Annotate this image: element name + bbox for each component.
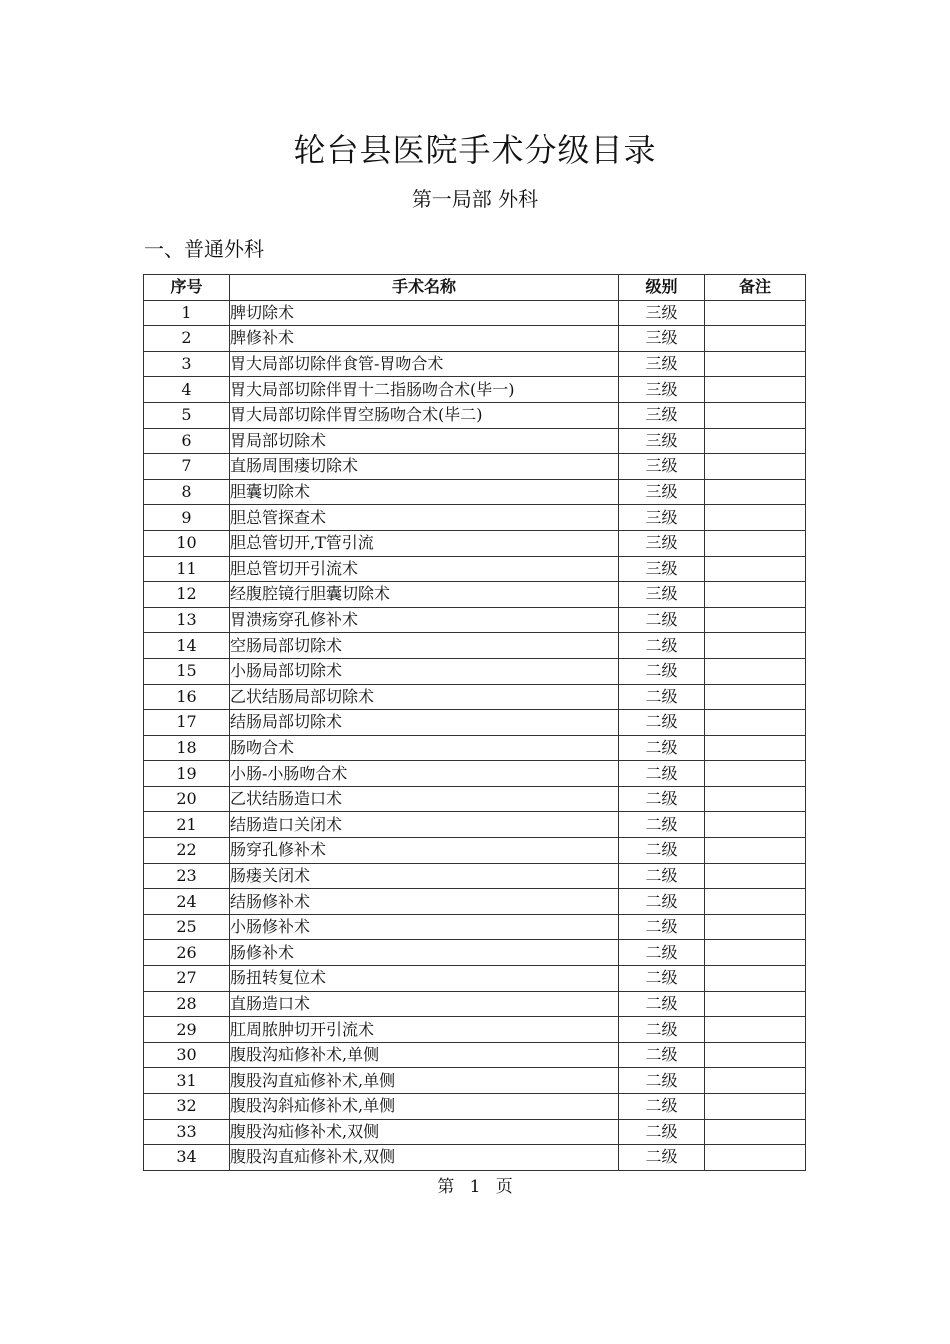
cell-note <box>705 351 806 377</box>
cell-surgery-name: 肠瘘关闭术 <box>230 863 619 889</box>
cell-no: 8 <box>144 479 230 505</box>
cell-no: 14 <box>144 633 230 659</box>
table-row <box>144 582 806 608</box>
cell-surgery-name: 腹股沟疝修补术,双侧 <box>230 1119 619 1145</box>
cell-grade: 三级 <box>619 402 705 428</box>
cell-grade: 三级 <box>619 377 705 403</box>
cell-no: 15 <box>144 658 230 684</box>
cell-grade: 二级 <box>619 1145 705 1171</box>
cell-note <box>705 377 806 403</box>
cell-grade: 三级 <box>619 428 705 454</box>
cell-grade: 二级 <box>619 786 705 812</box>
cell-note <box>705 735 806 761</box>
cell-no: 34 <box>144 1145 230 1171</box>
table-row <box>144 914 806 940</box>
cell-surgery-name: 肛周脓肿切开引流术 <box>230 1017 619 1043</box>
table-row <box>144 607 806 633</box>
cell-surgery-name: 肠扭转复位术 <box>230 966 619 992</box>
cell-no: 31 <box>144 1068 230 1094</box>
cell-no: 10 <box>144 530 230 556</box>
cell-surgery-name: 经腹腔镜行胆囊切除术 <box>230 582 619 608</box>
table-row <box>144 991 806 1017</box>
cell-surgery-name: 腹股沟直疝修补术,单侧 <box>230 1068 619 1094</box>
cell-note <box>705 863 806 889</box>
table-row <box>144 735 806 761</box>
table-row <box>144 940 806 966</box>
cell-note <box>705 1042 806 1068</box>
cell-note <box>705 1145 806 1171</box>
cell-grade: 二级 <box>619 710 705 736</box>
cell-no: 16 <box>144 684 230 710</box>
cell-surgery-name: 胃大局部切除伴胃空肠吻合术(毕二) <box>230 402 619 428</box>
cell-surgery-name: 腹股沟疝修补术,单侧 <box>230 1042 619 1068</box>
table-row <box>144 710 806 736</box>
cell-surgery-name: 小肠-小肠吻合术 <box>230 761 619 787</box>
cell-surgery-name: 小肠修补术 <box>230 914 619 940</box>
table-row <box>144 479 806 505</box>
cell-surgery-name: 肠修补术 <box>230 940 619 966</box>
cell-grade: 二级 <box>619 1068 705 1094</box>
cell-surgery-name: 直肠周围瘘切除术 <box>230 454 619 480</box>
cell-surgery-name: 肠穿孔修补术 <box>230 838 619 864</box>
cell-note <box>705 710 806 736</box>
cell-note <box>705 530 806 556</box>
table-row <box>144 684 806 710</box>
table-row <box>144 889 806 915</box>
table-row <box>144 1068 806 1094</box>
cell-surgery-name: 胆总管切开,T管引流 <box>230 530 619 556</box>
cell-no: 11 <box>144 556 230 582</box>
cell-surgery-name: 胆囊切除术 <box>230 479 619 505</box>
cell-surgery-name: 胃局部切除术 <box>230 428 619 454</box>
table-row <box>144 1145 806 1171</box>
cell-note <box>705 479 806 505</box>
cell-no: 20 <box>144 786 230 812</box>
cell-grade: 三级 <box>619 505 705 531</box>
table-row <box>144 428 806 454</box>
cell-note <box>705 991 806 1017</box>
cell-surgery-name: 结肠造口关闭术 <box>230 812 619 838</box>
cell-grade: 二级 <box>619 658 705 684</box>
table-row <box>144 300 806 326</box>
table-row <box>144 530 806 556</box>
cell-no: 33 <box>144 1119 230 1145</box>
cell-no: 23 <box>144 863 230 889</box>
cell-no: 28 <box>144 991 230 1017</box>
table-row <box>144 556 806 582</box>
cell-surgery-name: 结肠局部切除术 <box>230 710 619 736</box>
cell-surgery-name: 肠吻合术 <box>230 735 619 761</box>
cell-note <box>705 607 806 633</box>
cell-surgery-name: 结肠修补术 <box>230 889 619 915</box>
cell-no: 12 <box>144 582 230 608</box>
cell-no: 5 <box>144 402 230 428</box>
cell-note <box>705 326 806 352</box>
cell-grade: 二级 <box>619 940 705 966</box>
table-row <box>144 761 806 787</box>
cell-no: 9 <box>144 505 230 531</box>
cell-grade: 三级 <box>619 479 705 505</box>
surgery-grade-table <box>143 274 806 1171</box>
header-grade: 级别 <box>619 275 705 301</box>
header-name: 手术名称 <box>230 275 619 301</box>
cell-grade: 三级 <box>619 454 705 480</box>
cell-surgery-name: 腹股沟直疝修补术,双侧 <box>230 1145 619 1171</box>
table-row <box>144 966 806 992</box>
cell-grade: 二级 <box>619 914 705 940</box>
table-row <box>144 863 806 889</box>
cell-no: 24 <box>144 889 230 915</box>
cell-note <box>705 1017 806 1043</box>
cell-grade: 二级 <box>619 838 705 864</box>
header-no: 序号 <box>144 275 230 301</box>
cell-note <box>705 505 806 531</box>
cell-note <box>705 1068 806 1094</box>
cell-no: 27 <box>144 966 230 992</box>
cell-no: 1 <box>144 300 230 326</box>
table-row <box>144 1017 806 1043</box>
cell-note <box>705 812 806 838</box>
table-row <box>144 786 806 812</box>
cell-grade: 三级 <box>619 582 705 608</box>
table-row <box>144 377 806 403</box>
cell-surgery-name: 小肠局部切除术 <box>230 658 619 684</box>
table-row <box>144 402 806 428</box>
cell-surgery-name: 胃大局部切除伴胃十二指肠吻合术(毕一) <box>230 377 619 403</box>
cell-grade: 二级 <box>619 1119 705 1145</box>
cell-no: 2 <box>144 326 230 352</box>
cell-no: 17 <box>144 710 230 736</box>
cell-note <box>705 838 806 864</box>
cell-note <box>705 889 806 915</box>
table-row <box>144 658 806 684</box>
table-row <box>144 1042 806 1068</box>
cell-note <box>705 454 806 480</box>
table-row <box>144 505 806 531</box>
table-row <box>144 1119 806 1145</box>
cell-surgery-name: 胃溃疡穿孔修补术 <box>230 607 619 633</box>
cell-note <box>705 658 806 684</box>
cell-note <box>705 761 806 787</box>
cell-surgery-name: 脾切除术 <box>230 300 619 326</box>
cell-no: 19 <box>144 761 230 787</box>
cell-note <box>705 966 806 992</box>
table-row <box>144 351 806 377</box>
cell-no: 25 <box>144 914 230 940</box>
header-note: 备注 <box>705 275 806 301</box>
table-body <box>144 300 806 1170</box>
cell-surgery-name: 直肠造口术 <box>230 991 619 1017</box>
cell-note <box>705 786 806 812</box>
cell-no: 29 <box>144 1017 230 1043</box>
cell-note <box>705 633 806 659</box>
cell-note <box>705 940 806 966</box>
cell-grade: 二级 <box>619 684 705 710</box>
cell-no: 7 <box>144 454 230 480</box>
cell-grade: 二级 <box>619 889 705 915</box>
cell-grade: 二级 <box>619 607 705 633</box>
cell-surgery-name: 空肠局部切除术 <box>230 633 619 659</box>
table-row <box>144 1094 806 1120</box>
cell-grade: 二级 <box>619 863 705 889</box>
cell-grade: 二级 <box>619 966 705 992</box>
cell-no: 3 <box>144 351 230 377</box>
cell-grade: 三级 <box>619 300 705 326</box>
cell-no: 30 <box>144 1042 230 1068</box>
cell-no: 4 <box>144 377 230 403</box>
cell-grade: 三级 <box>619 556 705 582</box>
document-title: 轮台县医院手术分级目录 <box>293 131 657 169</box>
cell-note <box>705 1119 806 1145</box>
table-row <box>144 812 806 838</box>
cell-no: 6 <box>144 428 230 454</box>
table-row <box>144 454 806 480</box>
cell-note <box>705 428 806 454</box>
cell-grade: 三级 <box>619 326 705 352</box>
document-subtitle: 第一局部 外科 <box>411 187 539 211</box>
cell-surgery-name: 腹股沟斜疝修补术,单侧 <box>230 1094 619 1120</box>
cell-surgery-name: 脾修补术 <box>230 326 619 352</box>
section-title: 一、普通外科 <box>144 237 264 261</box>
cell-no: 32 <box>144 1094 230 1120</box>
cell-note <box>705 1094 806 1120</box>
page-number: 第 1 页 <box>437 1177 513 1197</box>
cell-note <box>705 914 806 940</box>
cell-surgery-name: 胃大局部切除伴食管-胃吻合术 <box>230 351 619 377</box>
cell-grade: 二级 <box>619 1094 705 1120</box>
table-row <box>144 838 806 864</box>
cell-surgery-name: 胆总管探查术 <box>230 505 619 531</box>
cell-surgery-name: 乙状结肠局部切除术 <box>230 684 619 710</box>
cell-note <box>705 684 806 710</box>
cell-no: 26 <box>144 940 230 966</box>
cell-grade: 二级 <box>619 812 705 838</box>
cell-surgery-name: 乙状结肠造口术 <box>230 786 619 812</box>
cell-grade: 三级 <box>619 530 705 556</box>
cell-grade: 二级 <box>619 991 705 1017</box>
cell-grade: 二级 <box>619 761 705 787</box>
cell-grade: 三级 <box>619 351 705 377</box>
cell-grade: 二级 <box>619 633 705 659</box>
cell-note <box>705 582 806 608</box>
table-row <box>144 326 806 352</box>
cell-note <box>705 556 806 582</box>
cell-no: 13 <box>144 607 230 633</box>
cell-grade: 二级 <box>619 1042 705 1068</box>
cell-no: 22 <box>144 838 230 864</box>
cell-grade: 二级 <box>619 735 705 761</box>
cell-note <box>705 402 806 428</box>
cell-surgery-name: 胆总管切开引流术 <box>230 556 619 582</box>
cell-no: 21 <box>144 812 230 838</box>
cell-note <box>705 300 806 326</box>
table-header-row <box>144 275 806 301</box>
table-row <box>144 633 806 659</box>
cell-grade: 二级 <box>619 1017 705 1043</box>
cell-no: 18 <box>144 735 230 761</box>
